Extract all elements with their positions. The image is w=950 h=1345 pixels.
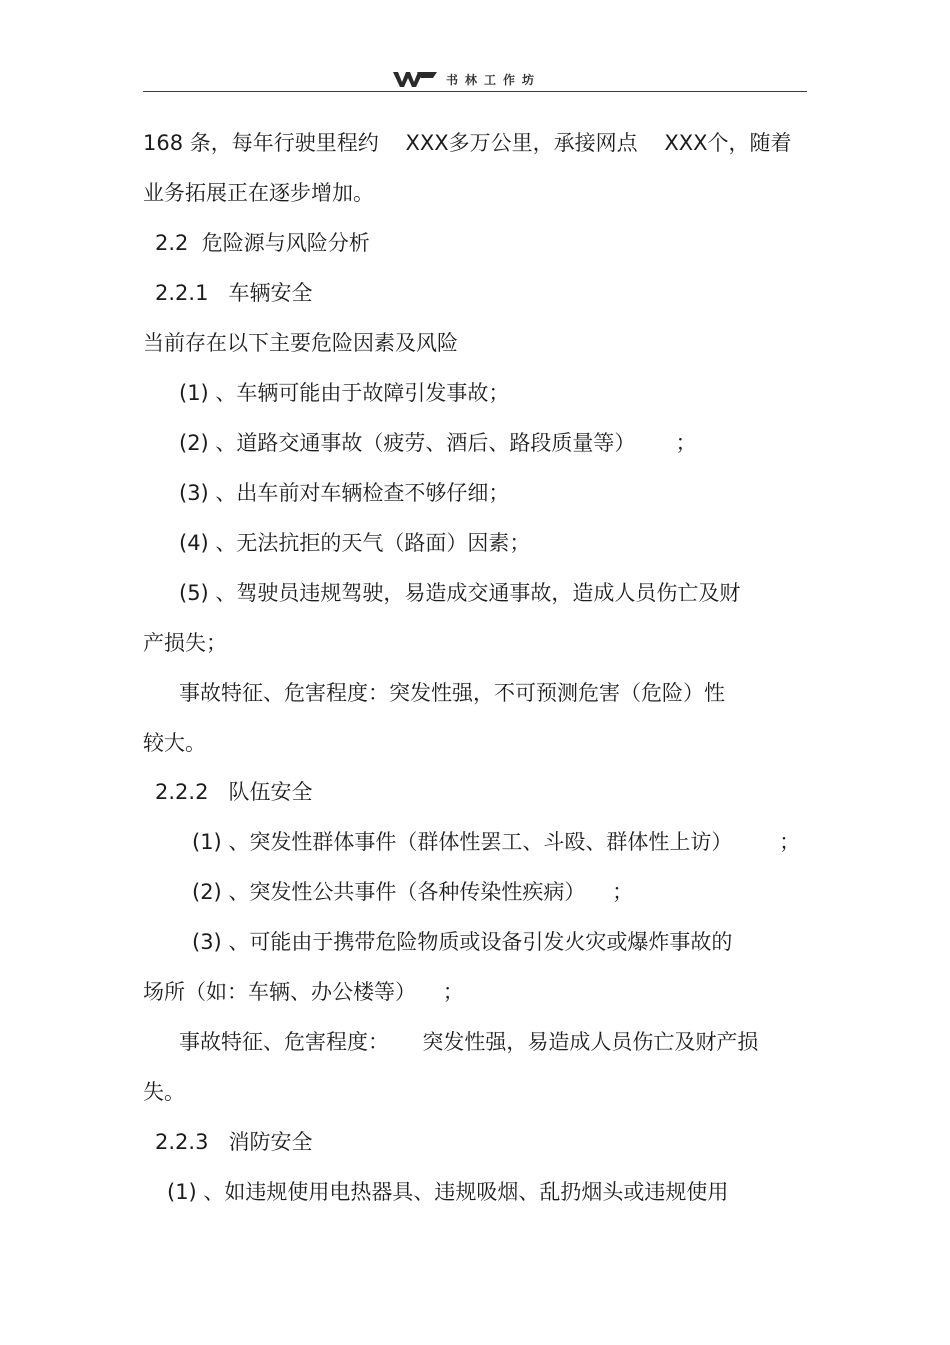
- list-item: (1) 、如违规使用电热器具、违规吸烟、乱扔烟头或违规使用: [167, 1180, 729, 1204]
- brand-logo-icon: [393, 70, 437, 88]
- body-line: 失。: [143, 1080, 185, 1104]
- body-line: 业务拓展正在逐步增加。: [143, 181, 374, 205]
- page-header: [0, 0, 950, 100]
- list-item: (1) 、车辆可能由于故障引发事故；: [179, 381, 510, 405]
- body-line: 事故特征、危害程度： 突发性强，易造成人员伤亡及财产损: [179, 1030, 759, 1054]
- list-item: (4) 、无法抗拒的天气（路面）因素；: [179, 531, 531, 555]
- subsection-heading: 2.2.3 消防安全: [155, 1130, 313, 1154]
- body-line: 较大。: [143, 731, 206, 755]
- list-item: (3) 、出车前对车辆检查不够仔细；: [179, 481, 510, 505]
- body-line: 168 条，每年行驶里程约 XXX多万公里，承接网点 XXX个，随着: [143, 131, 792, 155]
- body-line: 事故特征、危害程度：突发性强，不可预测危害（危险）性: [179, 681, 725, 705]
- list-item: (5) 、驾驶员违规驾驶，易造成交通事故，造成人员伤亡及财: [179, 581, 741, 605]
- list-item: (3) 、可能由于携带危险物质或设备引发火灾或爆炸事故的: [192, 930, 733, 954]
- list-item: (2) 、突发性公共事件（各种传染性疾病） ；: [192, 880, 634, 904]
- body-line: 场所（如：车辆、办公楼等） ；: [143, 980, 464, 1004]
- header-rule: [143, 91, 807, 92]
- subsection-heading: 2.2.1 车辆安全: [155, 281, 313, 305]
- body-line: 产损失；: [143, 631, 227, 655]
- section-heading: 2.2 危险源与风险分析: [155, 231, 370, 255]
- list-item: (1) 、突发性群体事件（群体性罢工、斗殴、群体性上访） ；: [192, 830, 801, 854]
- list-item: (2) 、道路交通事故（疲劳、酒后、路段质量等） ；: [179, 431, 697, 455]
- brand-name: 书林工作坊: [446, 73, 542, 87]
- subsection-heading: 2.2.2 队伍安全: [155, 780, 313, 804]
- body-line: 当前存在以下主要危险因素及风险: [143, 331, 458, 355]
